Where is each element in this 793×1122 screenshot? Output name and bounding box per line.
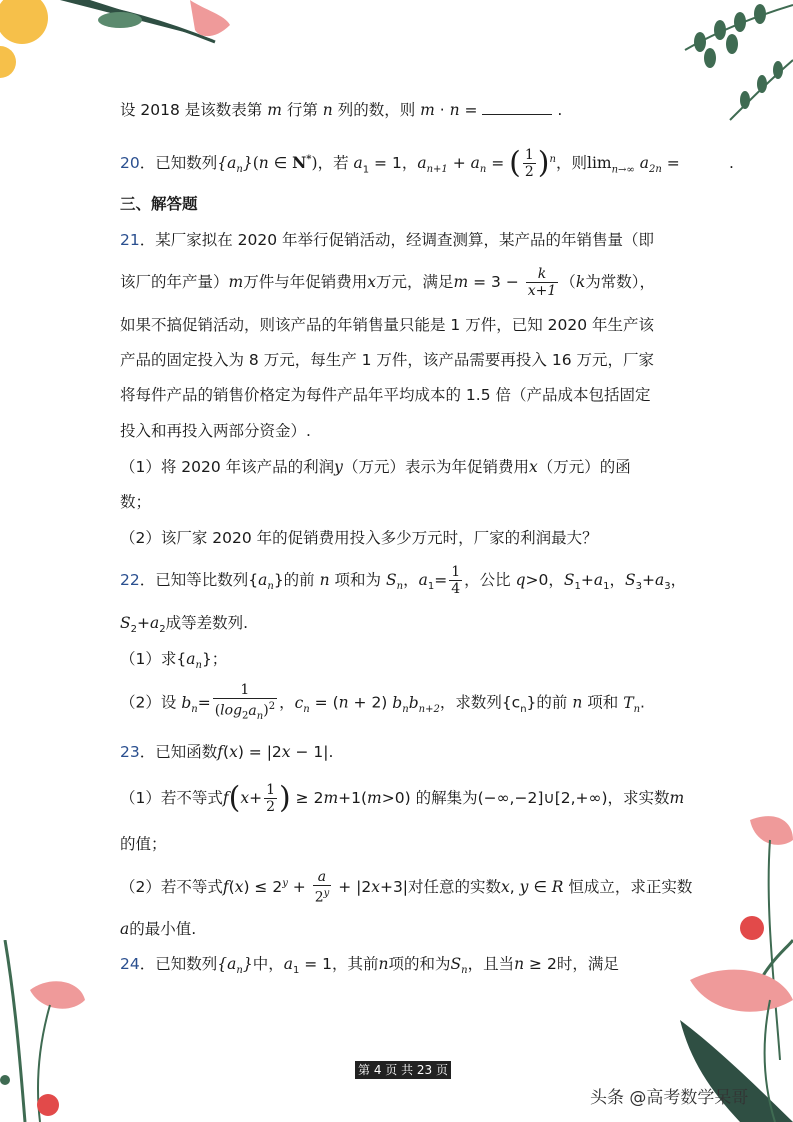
question-23-part-2: （2）若不等式$f(x) \le 2^y$ + $\frac{a}{2^y}$ + |2x+3|对任意的实数x, y ∈ R 恒成立，求正实数 xyxy=(120,869,693,906)
question-23-part-1-cont: 的值； xyxy=(120,835,167,853)
question-21-line-3: 如果不搞促销活动，则该产品的年销售量只能是 1 万件，已知 2020 年生产该 xyxy=(120,316,655,334)
question-22-number: 22 xyxy=(120,571,140,589)
question-24-number: 24 xyxy=(120,955,140,973)
question-22-part-2: （2）设 $b_n=$ $\frac{1}{(\log_2a_n)^2}$ ，$c_n = (n + 2)$ $b_nb_{n+2}$，求数列$\{c_n\}$的前 n 项和 $T_n$. xyxy=(120,682,645,722)
decor-top-left-flowers xyxy=(0,0,240,90)
question-24-line-1: 24．已知数列$\{a_n\}$中，$a_1 = 1$，其前n项的和为$S_n$，且当n ≥ 2时，满足 xyxy=(120,955,619,977)
question-21-part-1-cont: 数； xyxy=(120,493,152,511)
decor-top-right-leaves xyxy=(670,0,793,130)
question-23-part-2-cont: a的最小值. xyxy=(120,920,197,938)
question-21-line-2: 该厂的年产量）m万件与年促销费用x万元，满足m = 3 − $\frac{k}{x+1}$ （k为常数）， xyxy=(120,266,655,299)
question-21-line-5: 将每件产品的销售价格定为每件产品年平均成本的 1.5 倍（产品成本包括固定 xyxy=(120,386,651,404)
question-21-line-4: 产品的固定投入为 8 万元，每生产 1 万件，该产品需要再投入 16 万元，厂家 xyxy=(120,351,655,369)
text-line-table-question: 设 2018 是该数表第 m 行第 n 列的数，则 m · n = . xyxy=(120,101,563,119)
question-23-line-1: 23．已知函数f(x) = |2x − 1|. xyxy=(120,743,334,761)
question-20-number: 20 xyxy=(120,154,140,173)
question-21-line-6: 投入和再投入两部分资金）. xyxy=(120,422,311,440)
question-23-number: 23 xyxy=(120,743,140,761)
question-21-number: 21 xyxy=(120,231,140,249)
question-22-line-2: $S_2+a_2$成等差数列. xyxy=(120,614,249,636)
question-22-line-1: 22．已知等比数列$\{a_n\}$的前 n 项和为 $S_n$，$a_1=$ $\frac{1}{4}$ ，公比 q>0，$S_1+a_1$，$S_3+a_3$， xyxy=(120,564,687,597)
question-23-part-1: （1）若不等式f(x+ $\frac{1}{2}$ ) ≥ 2m+1(m>0) 的解集为(−∞,−2]∪[2,+∞)，求实数m xyxy=(120,780,685,816)
page-number-label: 第 4 页 共 23 页 xyxy=(355,1061,451,1079)
watermark-text: 头条 @高考数学呆哥 xyxy=(590,1088,749,1108)
section-heading-answers: 三、解答题 xyxy=(120,195,198,213)
question-21-part-2: （2）该厂家 2020 年的促销费用投入多少万元时，厂家的利润最大？ xyxy=(120,529,598,547)
question-22-part-1: （1）求$\{a_n\}$； xyxy=(120,650,228,672)
question-21-line-1: 21．某厂家拟在 2020 年举行促销活动，经调查测算，某产品的年销售量（即 xyxy=(120,231,655,249)
question-21-part-1: （1）将 2020 年该产品的利润y（万元）表示为年促销费用x（万元）的函 xyxy=(120,458,631,476)
question-20: 20．已知数列$\{a_n\}(n$ ∈ N*)，若 $a_1 = 1$，$a_{n+1} + a_n$ = ( $\frac{1}{2}$ )$^n$，则$\lim_{n\to\infty} a_{2n}$ = . xyxy=(120,145,734,181)
decor-bottom-left-flowers xyxy=(0,940,110,1122)
